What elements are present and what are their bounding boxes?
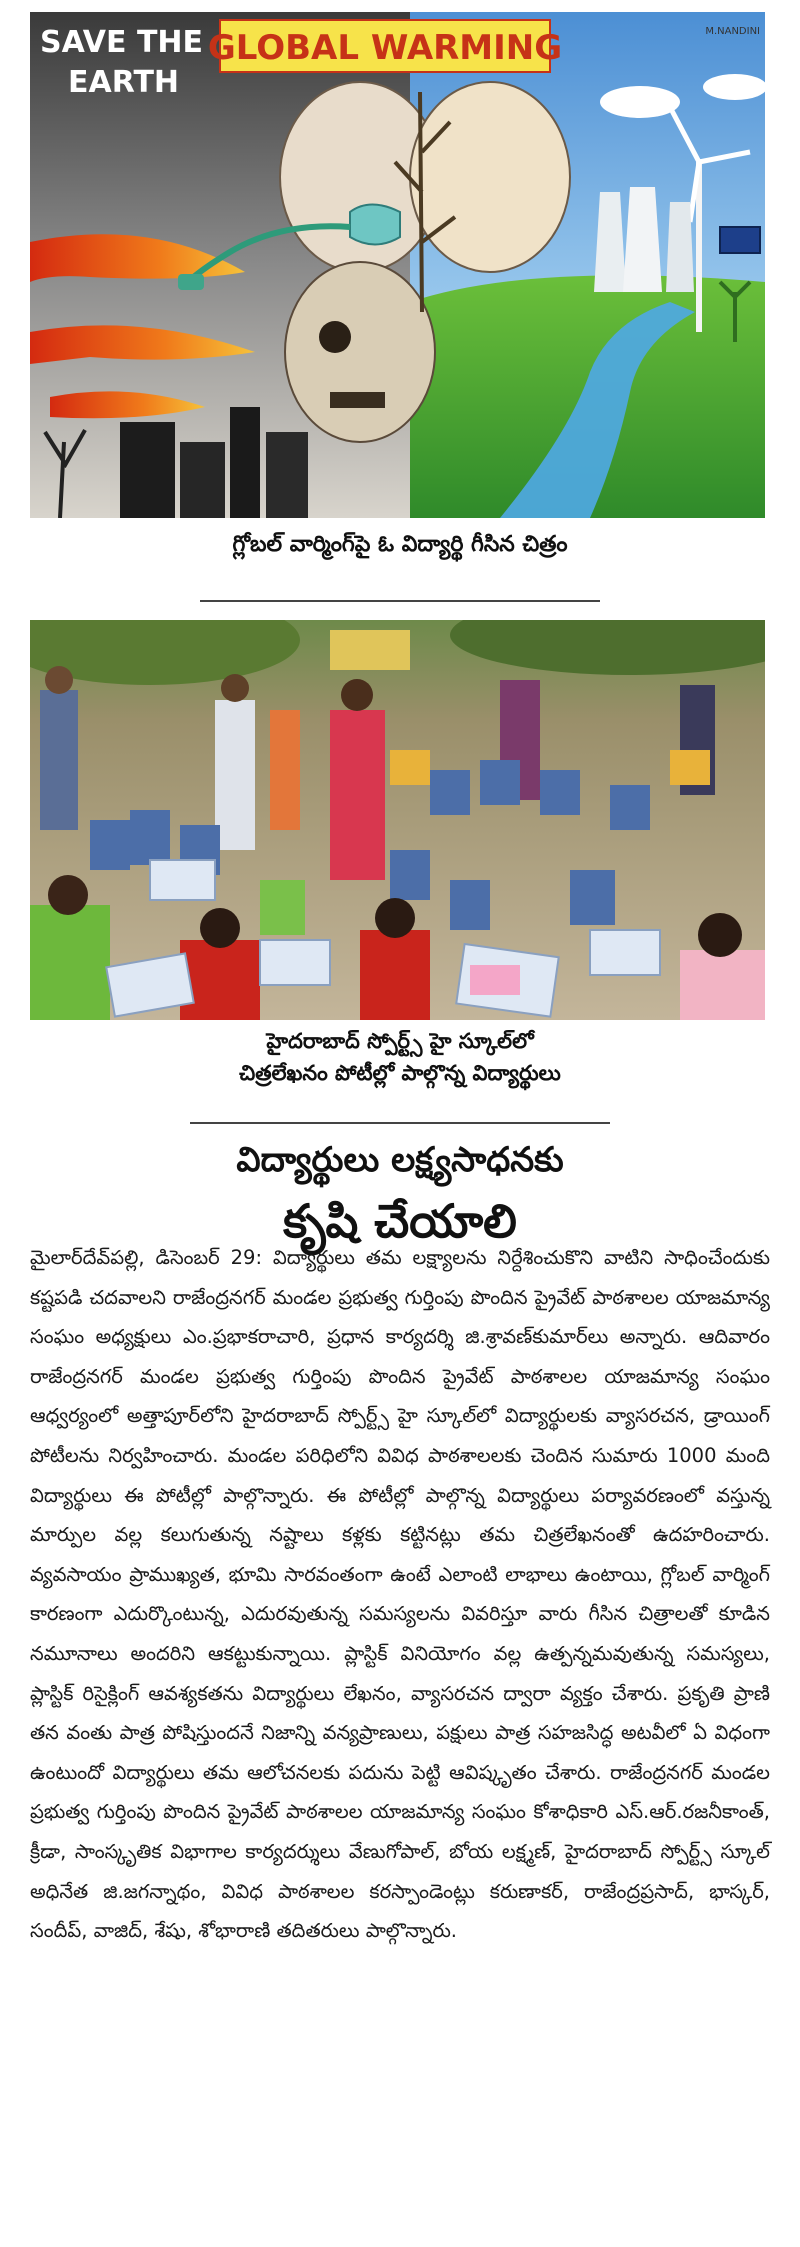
caption-divider-2 xyxy=(190,1122,610,1124)
article-headline xyxy=(0,1132,800,1254)
save-line1: SAVE THE xyxy=(40,25,204,60)
painting-artwork xyxy=(30,12,765,518)
photo-caption-line1: హైదరాబాద్ స్పోర్ట్స్ హై స్కూల్‌లో xyxy=(266,1029,534,1053)
students-drawing-photo xyxy=(30,620,765,1020)
photo-caption-line2: చిత్రలేఖనం పోటీల్లో పాల్గొన్న విద్యార్థులు xyxy=(239,1061,561,1085)
photo-caption xyxy=(0,1025,800,1089)
caption-divider-1 xyxy=(200,600,600,602)
global-warming-painting xyxy=(30,12,765,518)
students-photo-image xyxy=(30,620,765,1020)
headline-line2: కృషి చేయాలి xyxy=(283,1194,517,1248)
painting-caption: గ్లోబల్ వార్మింగ్‌పై ఓ విద్యార్థి గీసిన చిత్రం xyxy=(232,532,568,557)
article-body: మైలార్‌దేవ్‌పల్లి, డిసెంబర్ 29: విద్యార్థులు తమ లక్ష్యాలను నిర్దేశించుకొని వాటిని సాధించేందుకు కష్టపడి చదవాలని రాజేంద్రనగర్ మండల ప్రభుత్వ గుర్తింపు పొందిన ప్రైవేట్ పాఠశాలల యాజమాన్య సంఘం అధ్యక్షులు ఎం.ప్రభాకరాచారి, ప్రధాన కార్యదర్శి జి.శ్రావణ్‌కుమార్‌లు అన్నారు. ఆదివారం రాజేంద్రనగర్ మండల ప్రభుత్వ గుర్తింపు పొందిన ప్రైవేట్ పాఠశాలల యాజమాన్య సంఘం ఆధ్వర్యంలో అత్తాపూర్‌లోని హైదరాబాద్ స్పోర్ట్స్ హై స్కూల్‌లో విద్యార్థులకు వ్యాసరచన, డ్రాయింగ్ పోటీలను నిర్వహించారు. మండల పరిధిలోని వివిధ పాఠశాలలకు చెందిన సుమారు 1000 మంది విద్యార్థులు ఈ పోటీల్లో పాల్గొన్నారు. ఈ పోటీల్లో పాల్గొన్న విద్యార్థులు పర్యావరణంలో వస్తున్న మార్పుల వల్ల కలుగుతున్న నష్టాలు కళ్లకు కట్టినట్లు తమ చిత్రలేఖనంతో ఉదహరించారు. వ్యవసాయం ప్రాముఖ్యత, భూమి సారవంతంగా ఉంటే ఎలాంటి లాభాలు ఉంటాయి, గ్లోబల్ వార్మింగ్ కారణంగా ఎదుర్కొంటున్న, ఎదురవుతున్న సమస్యలను వివరిస్తూ వారు గీసిన చిత్రాలతో కూడిన నమూనాలు అందరిని ఆకట్టుకున్నాయి. ప్లాస్టిక్ వినియోగం వల్ల ఉత్పన్నమవుతున్న సమస్యలు, ప్లాస్టిక్ రిసైక్లింగ్ ఆవశ్యకతను విద్యార్థులు లేఖనం, వ్యాసరచన ద్వారా వ్యక్తం చేశారు. ప్రకృతి ప్రాణి తన వంతు పాత్ర పోషిస్తుందనే నిజాన్ని వన్యప్రాణులు, పక్షులు పాత్ర సహజసిద్ధ అటవీలో ఏ విధంగా ఉంటుందో విద్యార్థులు తమ ఆలోచనలకు పదును పెట్టి ఆవిష్కృతం చేశారు. రాజేంద్రనగర్ మండల ప్రభుత్వ గుర్తింపు పొందిన ప్రైవేట్ పాఠశాలల యాజమాన్య సంఘం కోశాధికారి ఎస్.ఆర్.రజనీకాంత్, క్రీడా, సాంస్కృతిక విభాగాల కార్యదర్శులు వేణుగోపాల్, బోయ లక్ష్మణ్, హైదరాబాద్ స్పోర్ట్స్ స్కూల్ అధినేత జి.జగన్నాథం, వివిధ పాఠశాలల కరస్పాండెంట్లు కరుణాకర్, రాజేంద్రప్రసాద్, భాస్కర్, సందీప్, వాజిద్, శేషు, శోభారాణి తదితరులు పాల్గొన్నారు. xyxy=(30,1246,770,1943)
banner-text: GLOBAL WARMING xyxy=(207,28,563,68)
headline-line1: విద్యార్థులు లక్ష్యసాధనకు xyxy=(236,1140,564,1180)
save-line2: EARTH xyxy=(68,65,180,100)
artist-signature: M.NANDINI xyxy=(705,26,760,37)
